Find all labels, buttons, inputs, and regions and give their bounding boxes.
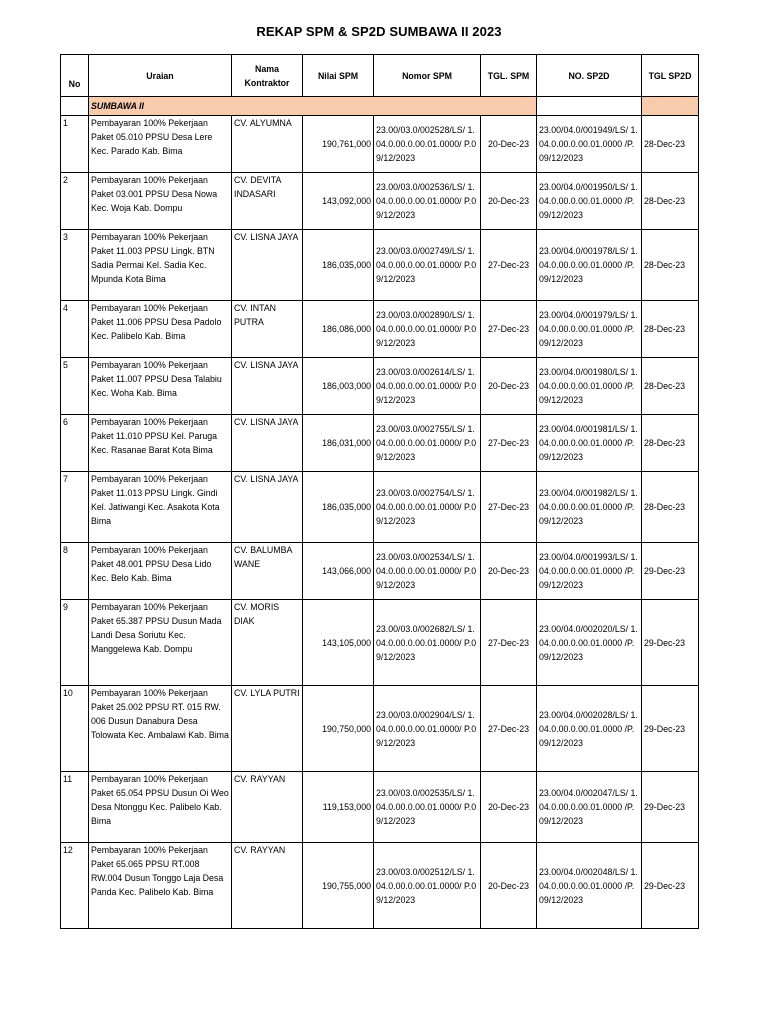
row-nilai-spm: 186,031,000 <box>303 415 374 472</box>
row-no: 2 <box>61 173 89 230</box>
row-tgl-spm: 27-Dec-23 <box>481 600 537 686</box>
row-kontraktor: CV. LISNA JAYA <box>232 472 303 543</box>
row-kontraktor: CV. LISNA JAYA <box>232 230 303 301</box>
row-nilai-spm: 190,761,000 <box>303 116 374 173</box>
table-row <box>61 415 699 472</box>
row-uraian: Pembayaran 100% Pekerjaan Paket 25.002 PPSU RT. 015 RW. 006 Dusun Danabura Desa Tolowata Kec. Ambalawi Kab. Bima <box>89 686 232 772</box>
header-tgl-spm: TGL. SPM <box>481 55 537 97</box>
header-kontraktor: Nama Kontraktor <box>232 55 303 97</box>
row-no: 11 <box>61 772 89 843</box>
row-tgl-sp2d: 29-Dec-23 <box>642 543 699 600</box>
row-uraian: Pembayaran 100% Pekerjaan Paket 11.013 PPSU Lingk. Gindi Kel. Jatiwangi Kec. Asakota Kota Bima <box>89 472 232 543</box>
row-nomor-spm: 23.00/03.0/002904/LS/ 1.04.0.00.0.00.01.0000/ P.09/12/2023 <box>374 686 481 772</box>
row-nomor-spm: 23.00/03.0/002534/LS/ 1.04.0.00.0.00.01.0000/ P.09/12/2023 <box>374 543 481 600</box>
row-no-sp2d: 23.00/04.0/001981/LS/ 1.04.0.00.0.00.01.0000 /P.09/12/2023 <box>537 415 642 472</box>
row-uraian: Pembayaran 100% Pekerjaan Paket 03.001 PPSU Desa Nowa Kec. Woja Kab. Dompu <box>89 173 232 230</box>
section-label: SUMBAWA II <box>89 97 537 116</box>
row-nilai-spm: 143,066,000 <box>303 543 374 600</box>
table-row <box>61 301 699 358</box>
row-tgl-sp2d: 29-Dec-23 <box>642 772 699 843</box>
row-uraian: Pembayaran 100% Pekerjaan Paket 65.065 PPSU RT.008 RW.004 Dusun Tonggo Laja Desa Panda Kec. Palibelo Kab. Bima <box>89 843 232 929</box>
row-no: 10 <box>61 686 89 772</box>
table-row <box>61 686 699 772</box>
section-row <box>61 97 699 116</box>
row-no: 8 <box>61 543 89 600</box>
row-tgl-spm: 27-Dec-23 <box>481 415 537 472</box>
page-title: REKAP SPM & SP2D SUMBAWA II 2023 <box>256 24 502 39</box>
header-no: No <box>61 55 89 97</box>
row-nilai-spm: 143,092,000 <box>303 173 374 230</box>
row-no-sp2d: 23.00/04.0/001993/LS/ 1.04.0.00.0.00.01.0000 /P.09/12/2023 <box>537 543 642 600</box>
row-no-sp2d: 23.00/04.0/001982/LS/ 1.04.0.00.0.00.01.0000 /P.09/12/2023 <box>537 472 642 543</box>
row-tgl-spm: 20-Dec-23 <box>481 358 537 415</box>
row-kontraktor: CV. BALUMBA WANE <box>232 543 303 600</box>
row-no: 7 <box>61 472 89 543</box>
row-no: 4 <box>61 301 89 358</box>
row-nomor-spm: 23.00/03.0/002614/LS/ 1.04.0.00.0.00.01.0000/ P.09/12/2023 <box>374 358 481 415</box>
row-no-sp2d: 23.00/04.0/002047/LS/ 1.04.0.00.0.00.01.0000 /P.09/12/2023 <box>537 772 642 843</box>
table-body <box>61 97 699 929</box>
row-no-sp2d: 23.00/04.0/001980/LS/ 1.04.0.00.0.00.01.0000 /P.09/12/2023 <box>537 358 642 415</box>
row-no-sp2d: 23.00/04.0/002020/LS/ 1.04.0.00.0.00.01.0000 /P.09/12/2023 <box>537 600 642 686</box>
row-kontraktor: CV. LYLA PUTRI <box>232 686 303 772</box>
row-nilai-spm: 186,086,000 <box>303 301 374 358</box>
table-row <box>61 173 699 230</box>
row-nilai-spm: 186,035,000 <box>303 230 374 301</box>
row-tgl-spm: 27-Dec-23 <box>481 230 537 301</box>
row-tgl-sp2d: 29-Dec-23 <box>642 843 699 929</box>
row-no: 3 <box>61 230 89 301</box>
row-no-sp2d: 23.00/04.0/002048/LS/ 1.04.0.00.0.00.01.0000 /P.09/12/2023 <box>537 843 642 929</box>
header-nilai-spm: Nilai SPM <box>303 55 374 97</box>
row-kontraktor: CV. INTAN PUTRA <box>232 301 303 358</box>
row-tgl-spm: 20-Dec-23 <box>481 116 537 173</box>
row-no: 6 <box>61 415 89 472</box>
row-nomor-spm: 23.00/03.0/002754/LS/ 1.04.0.00.0.00.01.0000/ P.09/12/2023 <box>374 472 481 543</box>
row-kontraktor: CV. DEVITA INDASARI <box>232 173 303 230</box>
row-tgl-spm: 20-Dec-23 <box>481 772 537 843</box>
row-uraian: Pembayaran 100% Pekerjaan Paket 11.007 PPSU Desa Talabiu Kec. Woha Kab. Bima <box>89 358 232 415</box>
row-nilai-spm: 190,755,000 <box>303 843 374 929</box>
row-nomor-spm: 23.00/03.0/002755/LS/ 1.04.0.00.0.00.01.0000/ P.09/12/2023 <box>374 415 481 472</box>
row-tgl-spm: 27-Dec-23 <box>481 472 537 543</box>
row-tgl-sp2d: 28-Dec-23 <box>642 116 699 173</box>
row-kontraktor: CV. RAYYAN <box>232 772 303 843</box>
row-kontraktor: CV. MORIS DIAK <box>232 600 303 686</box>
row-nilai-spm: 186,003,000 <box>303 358 374 415</box>
row-kontraktor: CV. ALYUMNA <box>232 116 303 173</box>
row-no-sp2d: 23.00/04.0/001978/LS/ 1.04.0.00.0.00.01.0000 /P.09/12/2023 <box>537 230 642 301</box>
row-no: 5 <box>61 358 89 415</box>
row-tgl-sp2d: 29-Dec-23 <box>642 686 699 772</box>
row-tgl-sp2d: 28-Dec-23 <box>642 415 699 472</box>
table-row <box>61 600 699 686</box>
row-uraian: Pembayaran 100% Pekerjaan Paket 65.387 PPSU Dusun Mada Landi Desa Soriutu Kec. Manggelewa Kab. Dompu <box>89 600 232 686</box>
row-tgl-spm: 20-Dec-23 <box>481 173 537 230</box>
table-row <box>61 230 699 301</box>
row-tgl-sp2d: 28-Dec-23 <box>642 301 699 358</box>
row-no-sp2d: 23.00/04.0/001950/LS/ 1.04.0.00.0.00.01.0000 /P.09/12/2023 <box>537 173 642 230</box>
table-row <box>61 543 699 600</box>
header-row <box>61 55 699 97</box>
row-tgl-sp2d: 28-Dec-23 <box>642 472 699 543</box>
row-nilai-spm: 119,153,000 <box>303 772 374 843</box>
row-tgl-sp2d: 28-Dec-23 <box>642 230 699 301</box>
row-kontraktor: CV. LISNA JAYA <box>232 415 303 472</box>
row-tgl-sp2d: 28-Dec-23 <box>642 173 699 230</box>
row-tgl-spm: 27-Dec-23 <box>481 301 537 358</box>
row-uraian: Pembayaran 100% Pekerjaan Paket 65.054 PPSU Dusun Oi Weo Desa Ntonggu Kec. Palibelo Kab. Bima <box>89 772 232 843</box>
row-tgl-sp2d: 28-Dec-23 <box>642 358 699 415</box>
rekap-table <box>60 54 699 929</box>
row-nomor-spm: 23.00/03.0/002749/LS/ 1.04.0.00.0.00.01.0000/ P.09/12/2023 <box>374 230 481 301</box>
row-uraian: Pembayaran 100% Pekerjaan Paket 11.003 PPSU Lingk. BTN Sadia Permai Kel. Sadia Kec. Mpunda Kota Bima <box>89 230 232 301</box>
table-row <box>61 772 699 843</box>
row-uraian: Pembayaran 100% Pekerjaan Paket 05.010 PPSU Desa Lere Kec. Parado Kab. Bima <box>89 116 232 173</box>
row-kontraktor: CV. LISNA JAYA <box>232 358 303 415</box>
header-tgl-sp2d: TGL SP2D <box>642 55 699 97</box>
row-no-sp2d: 23.00/04.0/001949/LS/ 1.04.0.00.0.00.01.0000 /P.09/12/2023 <box>537 116 642 173</box>
row-tgl-sp2d: 29-Dec-23 <box>642 600 699 686</box>
header-uraian: Uraian <box>89 55 232 97</box>
row-nomor-spm: 23.00/03.0/002535/LS/ 1.04.0.00.0.00.01.0000/ P.09/12/2023 <box>374 772 481 843</box>
row-no: 12 <box>61 843 89 929</box>
row-kontraktor: CV. RAYYAN <box>232 843 303 929</box>
row-tgl-spm: 20-Dec-23 <box>481 843 537 929</box>
row-nomor-spm: 23.00/03.0/002528/LS/ 1.04.0.00.0.00.01.0000/ P.09/12/2023 <box>374 116 481 173</box>
header-no-sp2d: NO. SP2D <box>537 55 642 97</box>
table-row <box>61 843 699 929</box>
header-nomor-spm: Nomor SPM <box>374 55 481 97</box>
row-nomor-spm: 23.00/03.0/002890/LS/ 1.04.0.00.0.00.01.0000/ P.09/12/2023 <box>374 301 481 358</box>
table-row <box>61 116 699 173</box>
row-uraian: Pembayaran 100% Pekerjaan Paket 11.010 PPSU Kel. Paruga Kec. Rasanae Barat Kota Bima <box>89 415 232 472</box>
row-nilai-spm: 190,750,000 <box>303 686 374 772</box>
row-nomor-spm: 23.00/03.0/002536/LS/ 1.04.0.00.0.00.01.0000/ P.09/12/2023 <box>374 173 481 230</box>
row-uraian: Pembayaran 100% Pekerjaan Paket 11.006 PPSU Desa Padolo Kec. Palibelo Kab. Bima <box>89 301 232 358</box>
row-no: 9 <box>61 600 89 686</box>
row-nomor-spm: 23.00/03.0/002512/LS/ 1.04.0.00.0.00.01.0000/ P.09/12/2023 <box>374 843 481 929</box>
row-no-sp2d: 23.00/04.0/002028/LS/ 1.04.0.00.0.00.01.0000 /P.09/12/2023 <box>537 686 642 772</box>
row-tgl-spm: 20-Dec-23 <box>481 543 537 600</box>
row-no: 1 <box>61 116 89 173</box>
table-row <box>61 358 699 415</box>
row-nomor-spm: 23.00/03.0/002682/LS/ 1.04.0.00.0.00.01.0000/ P.09/12/2023 <box>374 600 481 686</box>
row-uraian: Pembayaran 100% Pekerjaan Paket 48.001 PPSU Desa Lido Kec. Belo Kab. Bima <box>89 543 232 600</box>
row-no-sp2d: 23.00/04.0/001979/LS/ 1.04.0.00.0.00.01.0000 /P.09/12/2023 <box>537 301 642 358</box>
row-nilai-spm: 186,035,000 <box>303 472 374 543</box>
row-nilai-spm: 143,105,000 <box>303 600 374 686</box>
row-tgl-spm: 27-Dec-23 <box>481 686 537 772</box>
table-row <box>61 472 699 543</box>
